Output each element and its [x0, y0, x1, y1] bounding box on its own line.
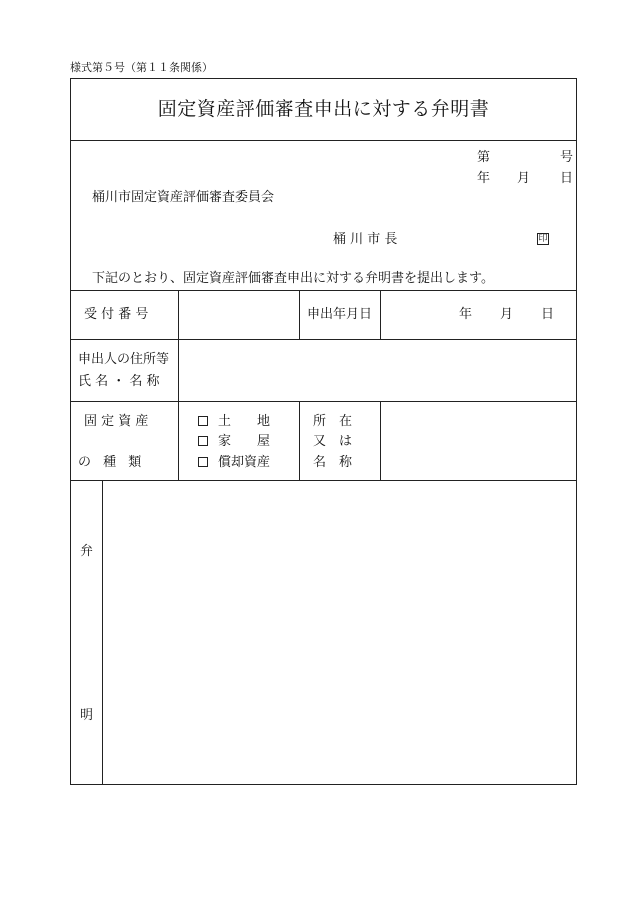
- col-divider-3-row3: [380, 401, 381, 481]
- divider-row2: [70, 401, 577, 402]
- header-date-year: 年: [477, 171, 491, 186]
- option-land-label: 土 地: [218, 414, 271, 429]
- location-field[interactable]: [384, 405, 573, 477]
- col-divider-2-row3: [299, 401, 300, 481]
- col-divider-1: [178, 290, 179, 481]
- checkbox-land[interactable]: [198, 416, 208, 426]
- addressee: 桶川市固定資産評価審査委員会: [92, 190, 275, 205]
- document-title: 固定資産評価審査申出に対する弁明書: [157, 98, 490, 120]
- asset-type-label-text: の 種 類: [78, 455, 146, 470]
- location-label-1: 所 在: [313, 414, 353, 429]
- applicant-info-field[interactable]: [183, 343, 573, 398]
- doc-number-prefix: 第: [477, 150, 491, 165]
- checkbox-building[interactable]: [198, 436, 208, 446]
- location-label-3: 名 称: [313, 455, 353, 470]
- filing-date-month: 月: [500, 307, 514, 322]
- col-divider-3-row1: [380, 290, 381, 340]
- asset-type-label-line1: 固 定 資 産: [84, 414, 149, 429]
- filing-date-year: 年: [459, 307, 473, 322]
- divider-header: [70, 290, 577, 291]
- sender-title: 桶 川 市 長: [333, 232, 398, 247]
- checkbox-depreciable-asset[interactable]: [198, 457, 208, 467]
- form-number: 様式第５号（第１１条関係）: [70, 61, 213, 74]
- header-date-day: 日: [560, 171, 574, 186]
- explanation-label-top: 弁: [80, 544, 94, 559]
- explanation-label-bottom: 明: [80, 708, 94, 723]
- reception-number-label: 受 付 番 号: [84, 307, 149, 322]
- seal-stamp: 印: [538, 234, 548, 244]
- reception-number-field[interactable]: [183, 294, 295, 336]
- doc-number-suffix: 号: [560, 150, 574, 165]
- asset-type-label-line2: [78, 456, 166, 469]
- statement-text: 下記のとおり、固定資産評価審査申出に対する弁明書を提出します。: [92, 271, 494, 286]
- divider-row1: [70, 339, 577, 340]
- option-building-label: 家 屋: [218, 434, 271, 449]
- filing-date-label: 申出年月日: [307, 307, 373, 322]
- col-divider-2-row1: [299, 290, 300, 340]
- filing-date-day: 日: [541, 307, 555, 322]
- divider-row3: [70, 480, 577, 481]
- option-depreciable-asset-label: 償却資産: [218, 455, 271, 470]
- applicant-address-label: 申出人の住所等: [78, 352, 170, 367]
- col-divider-explanation: [102, 480, 103, 785]
- applicant-name-label: 氏 名 ・ 名 称: [78, 374, 160, 389]
- explanation-field[interactable]: [107, 484, 573, 781]
- divider-title: [70, 140, 577, 141]
- header-date-month: 月: [517, 171, 531, 186]
- location-label-2: 又 は: [313, 434, 353, 449]
